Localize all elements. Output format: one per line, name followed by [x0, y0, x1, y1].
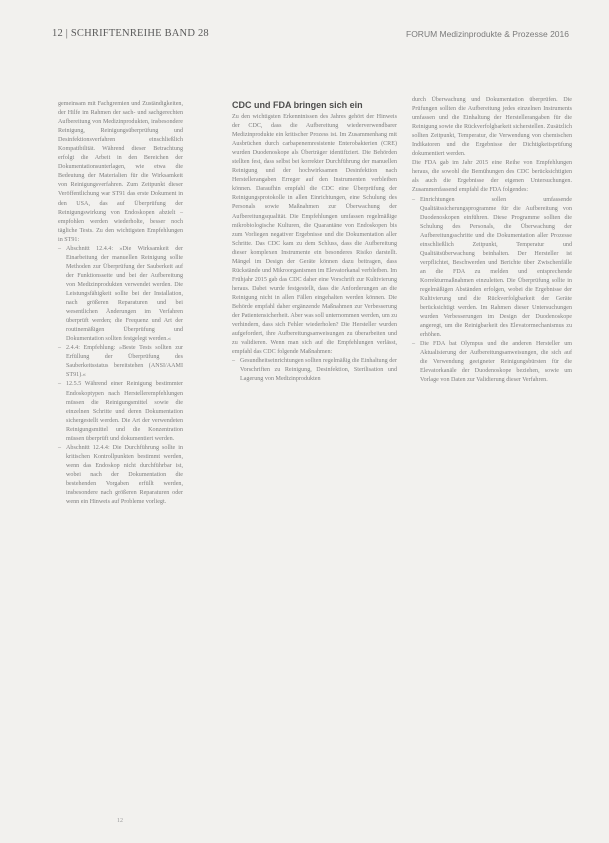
paragraph: gemeinsam mit Fachgremien und Zuständigkeiten, der Hilfe im Rahmen der sach- und sachgerechten Aufbereitung von Medizinprodukten, insbesondere Reinigung, Reinigungsüberprüfung und Desinfektionsverfahren einschließlich Kompatibilität. Während dieser Betrachtung erfolgt die Arbeit in den Bereichen der Dokumentationsunterlagen, wie etwa die Bedeutung der Materialien für die Wirksamkeit von Reinigungsverfahren. Zum Zeitpunkt dieser Veröffentlichung war ST91 das erste Dokument in den USA, das auf Überprüfung der Reinigungswirkung von Endoskopen abzielt – empfohlen werden wiederholte, besser noch tägliche Tests. Zu den wichtigsten Empfehlungen in ST91: [58, 101, 183, 243]
section-heading: CDC und FDA bringen sich ein [232, 100, 363, 110]
bullet-list [232, 357, 397, 384]
paragraph: Zu den wichtigsten Erkenntnissen des Jahres gehört der Hinweis der CDC, dass die Aufbereitung wiederverwendbarer Medizinprodukte ein kritischer Prozess ist. Im Zusammenhang mit Ausbrüchen durch carbapenemresistente Enterobakterien (CRE) wurden Duodenoskope als Überträger identifiziert. Die Behörden stellten fest, dass selbst bei korrekter Durchführung der manuellen Reinigung und der hochwirksamen Desinfektion nach Herstellerangaben Erreger auf den Instrumenten verbleiben können. Daraufhin empfahl die CDC eine Überprüfung der Reinigungsprotokolle in allen Einrichtungen, eine Schulung des Personals sowie Maßnahmen zur Überwachung der Aufbereitungsqualität. Die Empfehlungen umfassen regelmäßige mikrobiologische Kulturen, die Quarantäne von Endoskopen bis zum Vorliegen negativer Ergebnisse und die Dokumentation aller Schritte. Das CDC kam zu dem Schluss, dass die Aufbereitung dieser komplexen Instrumente ein besonderes Risiko darstellt. Mängel im Design der Geräte können dazu beitragen, dass Rückstände und Mikroorganismen im Elevatorkanal verbleiben. Im Frühjahr 2015 gab das CDC daher eine Vorschrift zur Kultivierung heraus. Dabei wurde festgestellt, dass die Anforderungen an die Reinigung nicht in allen Fällen eingehalten werden können. Die Behörde empfahl daher ergänzende Maßnahmen zur Verbesserung der Patientensicherheit. Aber was soll unternommen werden, um zu verhindern, dass sich Fehler wiederholen? Die Hersteller wurden aufgefordert, ihre Aufbereitungsanweisungen zu überarbeiten und zu validieren. Wenn man sich auf die Empfehlungen verlässt, empfahl das CDC folgende Maßnahmen: [232, 114, 397, 356]
paragraph: durch Überwachung und Dokumentation überprüfen. Die Prüfungen sollten die Aufbereitung jedes einzelnen Instruments umfassen und die Einhaltung der Herstellerangaben für die Reinigung sowie die Rückverfolgbarkeit sicherstellen. Zusätzlich sollten Zeitpunkt, Temperatur, die Verwendung von chemischen Indikatoren und die Ergebnisse der Dichtigkeitsprüfung dokumentiert werden. [412, 97, 572, 158]
list-item: – 12.5.5 Während einer Reinigung bestimmter Endoskoptypen nach Herstellerempfehlungen müssen die Reinigungsmittel sowie die einzelnen Schritte und deren Dokumentation sichergestellt werden. Die Art der verwendeten Reinigungsmittel und die Konzentration müssen überprüft und dokumentiert werden. [58, 380, 183, 443]
page-number: 12 [117, 818, 123, 824]
bullet-list [58, 245, 183, 507]
column-right [412, 96, 572, 386]
paragraph: Die FDA gab im Jahr 2015 eine Reihe von Empfehlungen heraus, die sowohl die Bemühungen des CDC berücksichtigten als auch die Ergebnisse der eigenen Untersuchungen. Zusammenfassend empfahl die FDA folgendes: [412, 160, 572, 194]
list-item: – Die FDA bat Olympus und die anderen Hersteller um Aktualisierung der Aufbereitungsanweisungen, die sich auf die Verwendung geeigneter Reinigungsbürsten für die Elevatorkanäle der Duodenoskope beziehen, sowie um Vorlage von Daten zur Validierung dieser Verfahren. [412, 340, 572, 385]
bullet-list [412, 196, 572, 386]
running-header-right: FORUM Medizinprodukte & Prozesse 2016 [406, 29, 569, 39]
list-item: – Abschnitt 12.4.4: Die Durchführung sollte in kritischen Kontrollpunkten bestimmt werden, wenn das Endoskop nicht durchführbar ist, wobei nach der Dokumentation die bestehenden Vorgaben erfüllt werden, insbesondere nach größeren Reparaturen oder wenn ein Hinweis auf Probleme vorliegt. [58, 444, 183, 507]
column-middle [232, 100, 397, 384]
list-item: – 2.4.4: Empfehlung: »Beste Tests sollten zur Erfüllung der Überprüfung des Sauberkeitsstatus bereitstehen (ANSI/AAMI ST91).« [58, 344, 183, 380]
running-header-left: 12 | SCHRIFTENREIHE BAND 28 [52, 28, 209, 39]
column-left [58, 100, 183, 507]
list-item: – Gesundheitseinrichtungen sollten regelmäßig die Einhaltung der Vorschriften zu Reinigung, Desinfektion, Sterilisation und Lagerung von Medizinprodukten [232, 357, 397, 384]
list-item: – Einrichtungen sollen umfassende Qualitätssicherungsprogramme für die Aufbereitung von Duodenoskopen einführen. Diese Programme sollten die Schulung des Personals, die Überwachung der Aufbereitungsschritte und die Dokumentation aller Prozesse einschließlich Zeitpunkt, Temperatur und Qualitätsüberwachung beinhalten. Der Hersteller ist verpflichtet, Beschwerden und Berichte über Zwischenfälle an die FDA zu melden und entsprechende Korrekturmaßnahmen einzuleiten. Die Überprüfung sollte in regelmäßigen Abständen erfolgen, wobei die Ergebnisse der Kultivierung und die Rückverfolgbarkeit der Geräte berücksichtigt werden. Im Rahmen dieser Untersuchungen wurden Verbesserungen im Design der Duodenoskope angeregt, um die Reinigbarkeit des Elevatormechanismus zu erhöhen. [412, 196, 572, 341]
list-item: – Abschnitt 12.4.4: »Die Wirksamkeit der Einarbeitung der manuellen Reinigung sollte Methoden zur Überprüfung der Sauberkeit auf der Funktionsseite und bei der Aufbereitung von Medizinprodukten verwendet werden. Die Leistungsfähigkeit sollte bei der Installation, nach größeren Reparaturen und bei wesentlichen Änderungen im Verfahren überprüft werden; die Frequenz und Art der routinemäßigen Überprüfung und Dokumentation sollten festgelegt werden.« [58, 245, 183, 345]
